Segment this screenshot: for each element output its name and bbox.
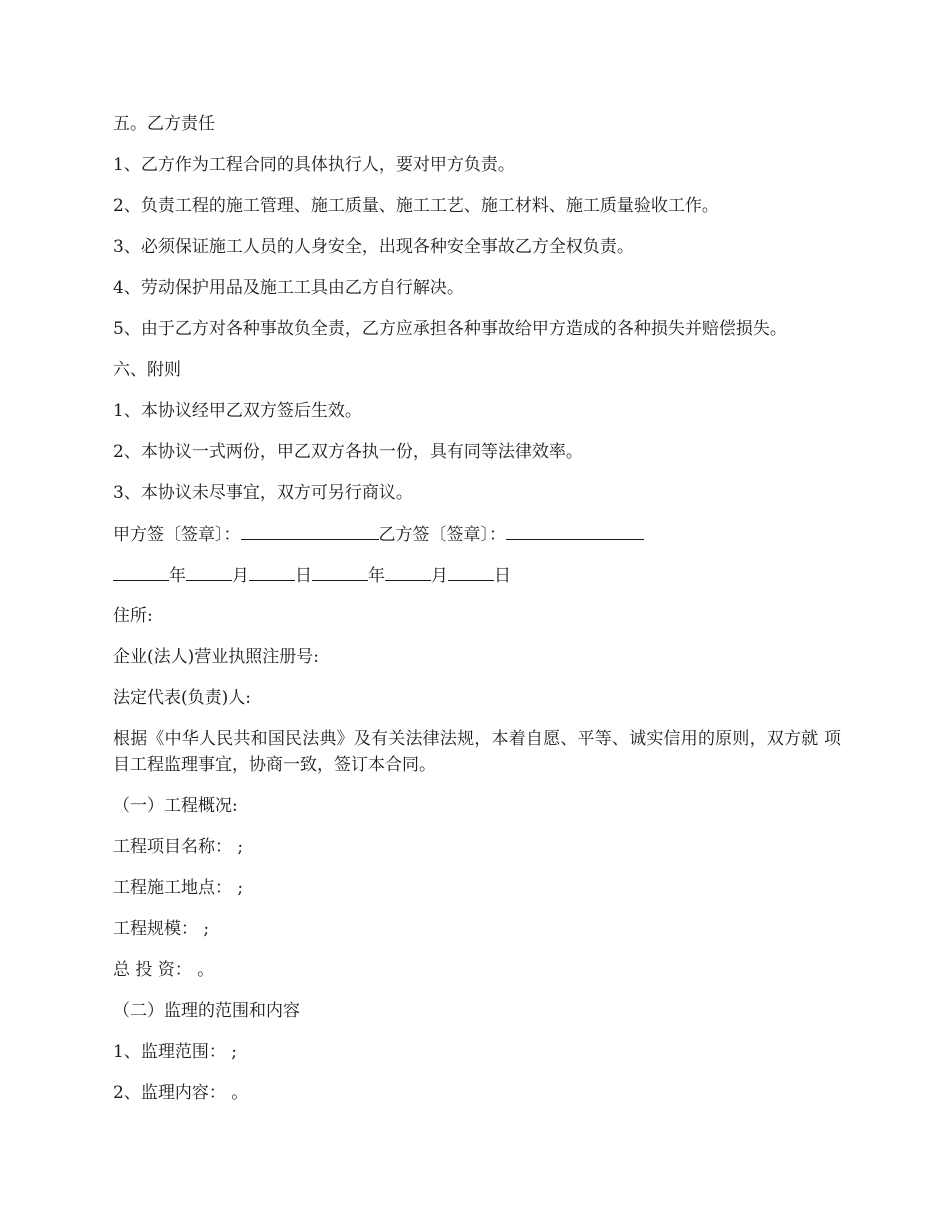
party-a-signature-label: 甲方签〔签章〕： bbox=[113, 525, 241, 545]
subsection-heading: （一）工程概况: bbox=[113, 796, 238, 816]
legal-representative-field: 法定代表(负责)人: bbox=[113, 688, 251, 708]
clause: 1、本协议经甲乙双方签后生效。 bbox=[113, 401, 362, 421]
project-name-field: 工程项目名称： ; bbox=[113, 837, 244, 857]
contract-intro-paragraph: 根据《中华人民共和国民法典》及有关法律法规，本着自愿、平等、诚实信用的原则，双方就 项目工程监理事宜，协商一致，签订本合同。 bbox=[113, 729, 841, 775]
date-line bbox=[113, 562, 853, 588]
day-blank bbox=[249, 562, 295, 581]
license-number-field: 企业(法人)营业执照注册号: bbox=[113, 647, 319, 667]
month-blank bbox=[186, 562, 232, 581]
month-label: 月 bbox=[232, 566, 249, 586]
section-heading: 六、附则 bbox=[113, 360, 181, 380]
subsection-heading: （二）监理的范围和内容 bbox=[113, 1001, 300, 1021]
day-blank bbox=[448, 562, 494, 581]
clause: 2、本协议一式两份，甲乙双方各执一份，具有同等法律效率。 bbox=[113, 442, 583, 462]
party-b-signature-label: 乙方签〔签章〕： bbox=[378, 525, 506, 545]
clause: 1、乙方作为工程合同的具体执行人，要对甲方负责。 bbox=[113, 155, 515, 175]
year-label: 年 bbox=[169, 566, 186, 586]
year-blank bbox=[113, 562, 169, 581]
supervision-scope-field: 1、监理范围： ; bbox=[113, 1042, 237, 1062]
day-label: 日 bbox=[494, 566, 511, 586]
section-heading: 五。乙方责任 bbox=[113, 114, 215, 134]
project-location-field: 工程施工地点： ; bbox=[113, 878, 244, 898]
clause: 3、必须保证施工人员的人身安全，出现各种安全事故乙方全权负责。 bbox=[113, 237, 634, 257]
document-page bbox=[113, 111, 853, 1121]
clause: 3、本协议未尽事宜，双方可另行商议。 bbox=[113, 483, 413, 503]
year-label: 年 bbox=[368, 566, 385, 586]
total-investment-field: 总 投 资： 。 bbox=[113, 960, 215, 980]
project-scale-field: 工程规模： ; bbox=[113, 919, 210, 939]
year-blank bbox=[312, 562, 368, 581]
party-b-signature-blank bbox=[506, 521, 644, 540]
signature-line bbox=[113, 521, 853, 547]
party-a-signature-blank bbox=[241, 521, 379, 540]
clause: 2、负责工程的施工管理、施工质量、施工工艺、施工材料、施工质量验收工作。 bbox=[113, 196, 719, 216]
address-field: 住所: bbox=[113, 606, 153, 626]
clause: 5、由于乙方对各种事故负全责，乙方应承担各种事故给甲方造成的各种损失并赔偿损失。 bbox=[113, 319, 787, 339]
clause: 4、劳动保护用品及施工工具由乙方自行解决。 bbox=[113, 278, 464, 298]
supervision-content-field: 2、监理内容： 。 bbox=[113, 1083, 249, 1103]
month-blank bbox=[385, 562, 431, 581]
month-label: 月 bbox=[431, 566, 448, 586]
day-label: 日 bbox=[295, 566, 312, 586]
